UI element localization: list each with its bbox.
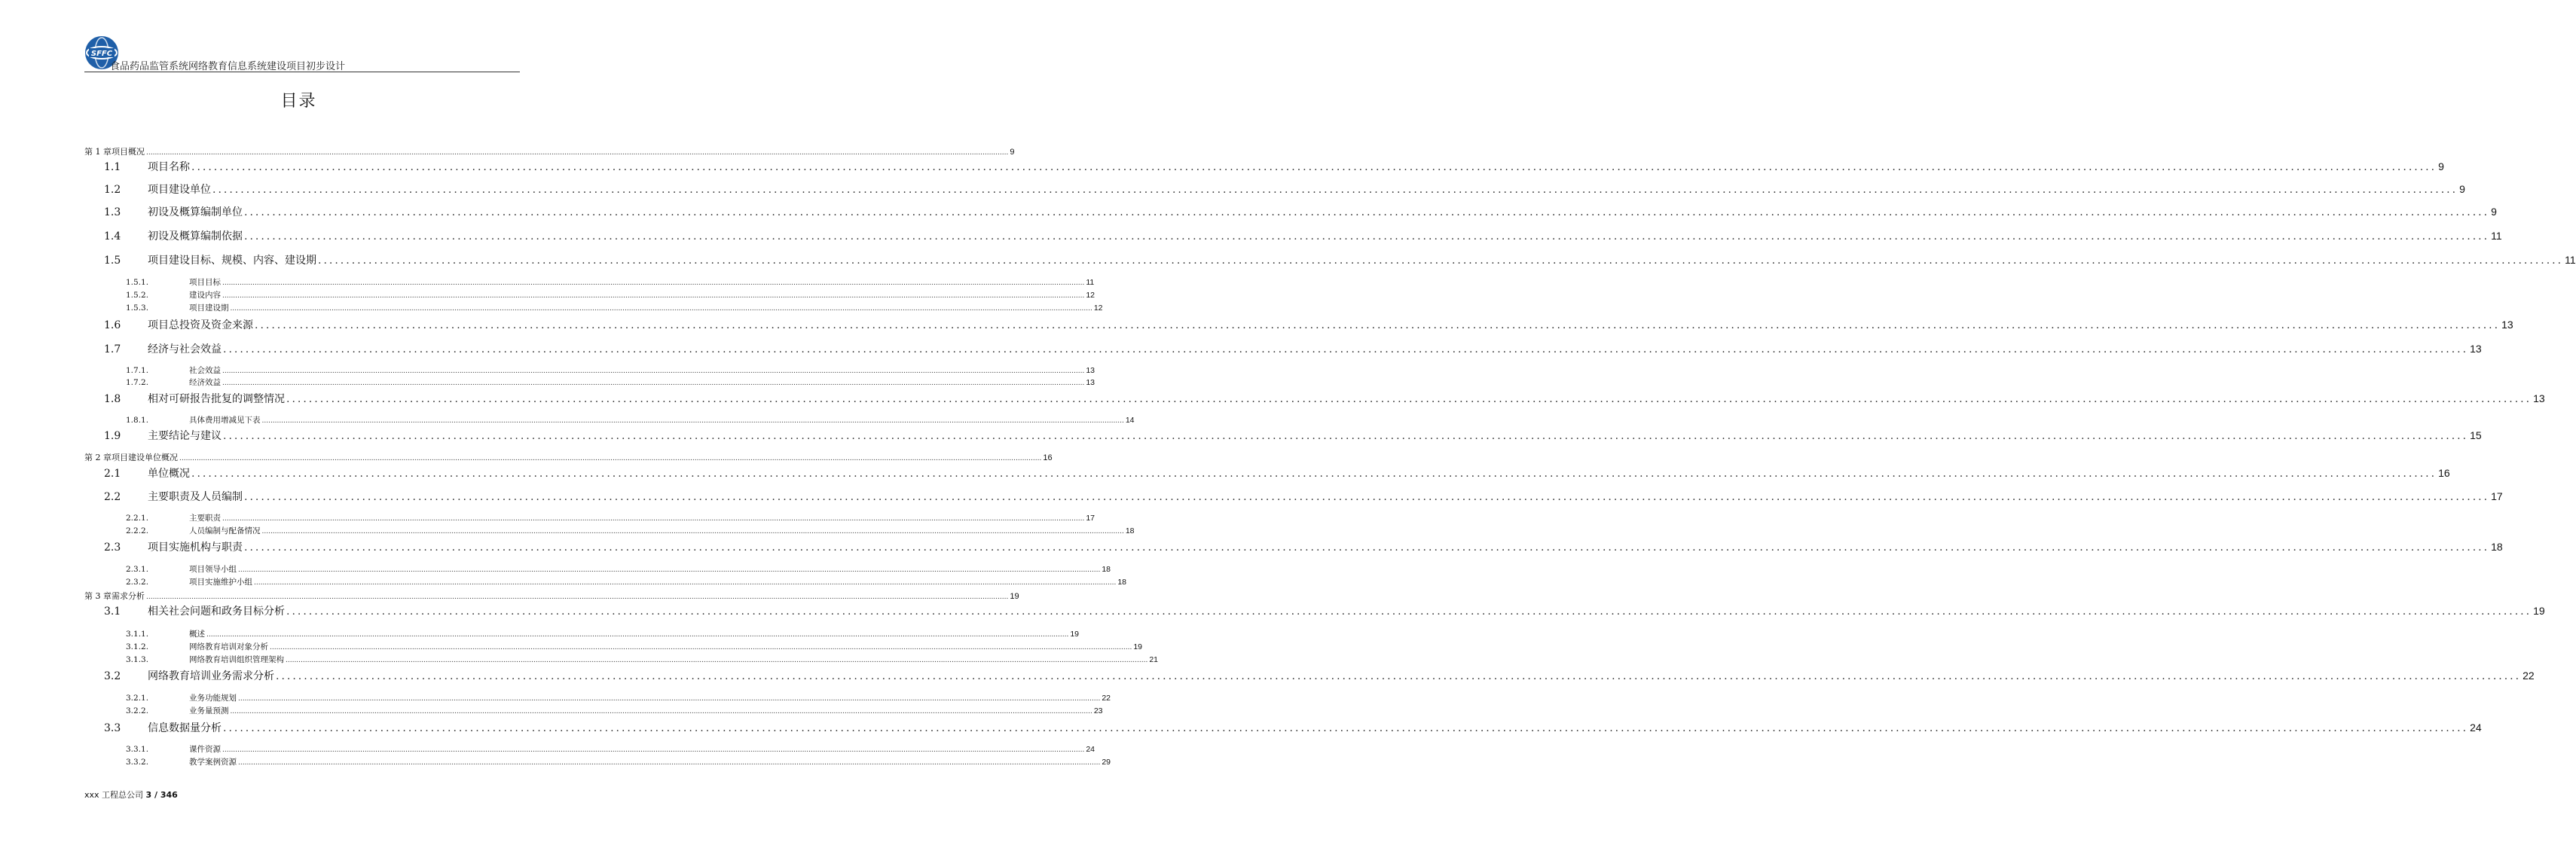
toc-entry-number: 2.1: [104, 468, 121, 480]
toc-entry-title: 项目建设单位: [148, 184, 211, 196]
footer-company: xxx 工程总公司: [84, 790, 144, 800]
toc-entry-title: 项目总投资及资金来源: [148, 319, 253, 331]
toc-leader-dots: ................................................................................................................................................................................................................................................................................................................................................................................................................: [230, 708, 1092, 715]
toc-leader-dots: ................................................................................................................................................................................................................................................................................................................................................................................................................: [223, 343, 2469, 355]
toc-entry-title: 社会效益: [189, 366, 221, 375]
toc-leader-dots: ................................................................................................................................................................................................................................................................................................................................................................................................................: [146, 149, 1009, 157]
toc-leader-dots: ................................................................................................................................................................................................................................................................................................................................................................................................................: [318, 255, 2564, 267]
toc-leader-dots: ................................................................................................................................................................................................................................................................................................................................................................................................................: [212, 184, 2458, 196]
toc-leader-dots: ................................................................................................................................................................................................................................................................................................................................................................................................................: [261, 417, 1124, 425]
logo-text: SFFC: [90, 50, 113, 58]
toc-entry-title: 业务功能规划: [189, 694, 237, 703]
toc-entry-number: 3.2.2.: [126, 706, 149, 715]
toc-entry-number: 2.3.1.: [126, 565, 149, 574]
toc-entry-title: 人员编制与配备情况: [189, 526, 261, 535]
toc-entry-page: 19: [2533, 605, 2545, 617]
toc-entry-title: 项目领导小组: [189, 565, 237, 574]
toc-entry-title: 网络教育培训业务需求分析: [148, 670, 274, 682]
header-title: 食品药品监管系统网络教育信息系统建设项目初步设计: [110, 61, 346, 72]
toc-entry[interactable]: [104, 428, 2482, 443]
toc-leader-dots: ................................................................................................................................................................................................................................................................................................................................................................................................................: [146, 593, 1009, 601]
toc-entry-number: 3.3.2.: [126, 758, 149, 767]
toc-entry-title: 主要职责: [189, 514, 221, 523]
toc-leader-dots: ................................................................................................................................................................................................................................................................................................................................................................................................................: [238, 566, 1101, 574]
toc-entry-title: 业务量预测: [189, 706, 229, 715]
toc-entry-page: 9: [1010, 148, 1015, 157]
toc-entry-title: 课件资源: [189, 745, 221, 754]
toc-leader-dots: ................................................................................................................................................................................................................................................................................................................................................................................................................: [238, 695, 1101, 703]
toc-leader-dots: ................................................................................................................................................................................................................................................................................................................................................................................................................: [255, 319, 2501, 331]
toc-entry[interactable]: [104, 668, 2535, 683]
toc-entry-title: 具体费用增减见下表: [189, 416, 261, 425]
toc-leader-dots: ................................................................................................................................................................................................................................................................................................................................................................................................................: [179, 455, 1042, 462]
toc-entry-number: 1.9: [104, 430, 121, 442]
toc-entry-title: 主要职责及人员编制: [148, 491, 243, 503]
toc-leader-dots: ................................................................................................................................................................................................................................................................................................................................................................................................................: [230, 305, 1092, 313]
toc-entry-page: 19: [1010, 592, 1019, 601]
toc-entry-number: 1.7.1.: [126, 366, 149, 375]
toc-leader-dots: ................................................................................................................................................................................................................................................................................................................................................................................................................: [238, 759, 1101, 767]
toc-entry-title: 相对可研报告批复的调整情况: [148, 393, 285, 405]
toc-leader-dots: ................................................................................................................................................................................................................................................................................................................................................................................................................: [191, 468, 2437, 480]
toc-entry[interactable]: [104, 317, 2513, 332]
toc-leader-dots: ................................................................................................................................................................................................................................................................................................................................................................................................................: [223, 430, 2469, 442]
toc-entry[interactable]: [126, 743, 1095, 755]
toc-entry[interactable]: [126, 692, 1111, 703]
toc-entry-page: 18: [1117, 578, 1127, 587]
toc-entry-number: 1.7.2.: [126, 378, 149, 387]
toc-entry-number: 3.1: [104, 606, 121, 618]
toc-entry[interactable]: [126, 276, 1095, 288]
toc-entry-page: 16: [1043, 453, 1053, 462]
toc-entry-number: 1.5.2.: [126, 291, 149, 300]
toc-entry-page: 24: [1086, 745, 1095, 754]
toc-leader-dots: ................................................................................................................................................................................................................................................................................................................................................................................................................: [244, 230, 2490, 243]
toc-entry[interactable]: [126, 377, 1095, 388]
toc-entry[interactable]: [104, 539, 2503, 554]
toc-leader-dots: ................................................................................................................................................................................................................................................................................................................................................................................................................: [244, 491, 2490, 503]
toc-entry-number: 1.4: [104, 230, 121, 243]
toc-entry-page: 9: [2459, 183, 2465, 195]
toc-entry-page: 22: [1102, 694, 1111, 703]
toc-entry-title: 项目建设单位概况: [112, 453, 178, 462]
toc-entry-number: 第 2 章: [84, 453, 112, 462]
toc-entry-number: 1.7: [104, 343, 121, 355]
toc-entry[interactable]: [126, 365, 1095, 376]
toc-entry-number: 第 1 章: [84, 147, 112, 157]
toc-entry-page: 21: [1149, 655, 1159, 664]
toc-entry-number: 2.2: [104, 491, 121, 503]
toc-entry-title: 项目概况: [112, 147, 145, 157]
toc-entry-page: 9: [2491, 206, 2497, 218]
toc-entry[interactable]: [126, 414, 1135, 426]
toc-entry[interactable]: [126, 654, 1159, 665]
toc-entry-page: 9: [2438, 160, 2444, 172]
toc-leader-dots: ................................................................................................................................................................................................................................................................................................................................................................................................................: [286, 606, 2532, 618]
toc-entry[interactable]: [84, 145, 1015, 157]
toc-leader-dots: ................................................................................................................................................................................................................................................................................................................................................................................................................: [276, 670, 2522, 682]
toc-entry-title: 主要结论与建议: [148, 430, 222, 442]
toc-entry-title: 网络教育培训组织管理架构: [189, 655, 284, 664]
toc-entry-title: 项目建设目标、规模、内容、建设期: [148, 255, 316, 267]
toc-entry-number: 3.2.1.: [126, 694, 149, 703]
toc-entry[interactable]: [104, 465, 2450, 480]
toc-entry-page: 19: [1133, 642, 1143, 651]
toc-entry-page: 23: [1093, 706, 1103, 715]
toc-entry-title: 网络教育培训对象分析: [189, 642, 268, 651]
toc-leader-dots: ................................................................................................................................................................................................................................................................................................................................................................................................................: [261, 528, 1124, 535]
toc-entry[interactable]: [104, 720, 2482, 735]
page-title: 目录: [280, 92, 317, 111]
toc-entry-title: 概述: [189, 630, 205, 639]
toc-entry-number: 2.2.2.: [126, 526, 149, 535]
toc-leader-dots: ................................................................................................................................................................................................................................................................................................................................................................................................................: [222, 515, 1085, 523]
toc-entry-title: 项目目标: [189, 278, 221, 287]
toc-entry[interactable]: [126, 512, 1095, 523]
toc-entry[interactable]: [104, 603, 2545, 618]
toc-entry[interactable]: [126, 289, 1095, 300]
toc-entry[interactable]: [126, 641, 1143, 652]
toc-entry-number: 1.2: [104, 184, 121, 196]
toc-entry-title: 经济与社会效益: [148, 343, 222, 355]
toc-entry[interactable]: [126, 628, 1080, 639]
toc-entry-number: 3.3: [104, 722, 121, 734]
toc-entry-page: 17: [2491, 490, 2503, 502]
toc-entry[interactable]: [104, 252, 2576, 267]
toc-entry-page: 16: [2438, 467, 2450, 479]
toc-entry-title: 初设及概算编制单位: [148, 206, 243, 218]
toc-leader-dots: ................................................................................................................................................................................................................................................................................................................................................................................................................: [222, 746, 1085, 754]
toc-entry[interactable]: [104, 391, 2545, 406]
toc-entry-page: 24: [2470, 721, 2482, 734]
page-footer: xxx 工程总公司 3 / 346: [84, 790, 178, 800]
toc-entry-number: 1.6: [104, 319, 121, 331]
toc-entry-number: 1.1: [104, 161, 121, 173]
toc-entry-page: 14: [1125, 416, 1135, 425]
toc-entry-number: 1.8: [104, 393, 121, 405]
toc-entry[interactable]: [126, 525, 1135, 536]
toc-entry-number: 1.8.1.: [126, 416, 149, 425]
toc-entry-page: 11: [2491, 230, 2502, 242]
toc-entry-number: 3.1.3.: [126, 655, 149, 664]
toc-entry-number: 2.2.1.: [126, 514, 149, 523]
toc-leader-dots: ................................................................................................................................................................................................................................................................................................................................................................................................................: [286, 393, 2532, 405]
toc-leader-dots: ................................................................................................................................................................................................................................................................................................................................................................................................................: [222, 380, 1085, 387]
toc-leader-dots: ................................................................................................................................................................................................................................................................................................................................................................................................................: [244, 206, 2490, 218]
toc-entry-number: 3.1.2.: [126, 642, 149, 651]
toc-entry[interactable]: [104, 228, 2502, 243]
toc-entry[interactable]: [126, 563, 1111, 575]
toc-entry[interactable]: [126, 302, 1103, 313]
toc-leader-dots: ................................................................................................................................................................................................................................................................................................................................................................................................................: [270, 644, 1132, 651]
toc-entry-title: 经济效益: [189, 378, 221, 387]
toc-entry-title: 项目名称: [148, 161, 190, 173]
toc-entry[interactable]: [104, 182, 2465, 197]
toc-entry-page: 18: [1102, 565, 1111, 574]
toc-leader-dots: ................................................................................................................................................................................................................................................................................................................................................................................................................: [191, 161, 2437, 173]
toc-entry-title: 相关社会问题和政务目标分析: [148, 606, 285, 618]
toc-entry-page: 18: [1125, 526, 1135, 535]
toc-entry-page: 18: [2491, 541, 2503, 553]
toc-entry-number: 1.5: [104, 255, 121, 267]
toc-entry-title: 教学案例资源: [189, 758, 237, 767]
toc-leader-dots: ................................................................................................................................................................................................................................................................................................................................................................................................................: [222, 292, 1085, 300]
toc-entry-page: 13: [2533, 392, 2545, 404]
toc-entry[interactable]: [104, 341, 2482, 356]
toc-entry[interactable]: [126, 756, 1111, 767]
toc-leader-dots: ................................................................................................................................................................................................................................................................................................................................................................................................................: [206, 631, 1069, 639]
toc-leader-dots: ................................................................................................................................................................................................................................................................................................................................................................................................................: [222, 279, 1085, 287]
toc-entry-title: 项目实施机构与职责: [148, 541, 243, 554]
toc-entry-page: 11: [1086, 278, 1095, 287]
toc-entry-number: 1.5.3.: [126, 304, 149, 313]
footer-page-current: 3: [145, 790, 152, 800]
toc-entry-number: 3.1.1.: [126, 630, 149, 639]
footer-page-total: 346: [160, 790, 178, 800]
toc-entry[interactable]: [104, 204, 2497, 219]
toc-entry[interactable]: [84, 590, 1019, 602]
toc-entry-number: 2.3: [104, 541, 121, 554]
toc-entry-page: 15: [2470, 429, 2482, 441]
toc-entry[interactable]: [104, 159, 2444, 174]
toc-entry-page: 13: [1086, 378, 1095, 387]
toc-entry-page: 19: [1070, 630, 1080, 639]
toc-entry-title: 需求分析: [112, 591, 145, 601]
toc-entry-number: 1.5.1.: [126, 278, 149, 287]
toc-entry[interactable]: [126, 576, 1127, 587]
toc-entry-page: 22: [2523, 670, 2535, 682]
toc-entry-title: 初设及概算编制依据: [148, 230, 243, 243]
toc-entry-number: 1.3: [104, 206, 121, 218]
toc-entry[interactable]: [84, 451, 1053, 463]
toc-entry-number: 第 3 章: [84, 591, 112, 601]
toc-entry-page: 13: [2501, 319, 2513, 331]
toc-entry-page: 12: [1093, 304, 1103, 313]
toc-leader-dots: ................................................................................................................................................................................................................................................................................................................................................................................................................: [286, 657, 1148, 664]
toc-entry-number: 3.3.1.: [126, 745, 149, 754]
toc-entry-page: 29: [1102, 758, 1111, 767]
toc-entry-page: 13: [1086, 366, 1095, 375]
toc-entry-page: 11: [2565, 254, 2576, 266]
toc-entry[interactable]: [104, 489, 2503, 504]
toc-leader-dots: ................................................................................................................................................................................................................................................................................................................................................................................................................: [223, 722, 2469, 734]
toc-leader-dots: ................................................................................................................................................................................................................................................................................................................................................................................................................: [244, 541, 2490, 554]
toc-entry-number: 3.2: [104, 670, 121, 682]
toc-leader-dots: ................................................................................................................................................................................................................................................................................................................................................................................................................: [222, 368, 1085, 375]
toc-leader-dots: ................................................................................................................................................................................................................................................................................................................................................................................................................: [254, 579, 1117, 587]
toc-entry-title: 建设内容: [189, 291, 221, 300]
toc-entry-page: 12: [1086, 291, 1095, 300]
toc-entry-title: 项目建设期: [189, 304, 229, 313]
toc-entry-title: 单位概况: [148, 468, 190, 480]
toc-entry-title: 信息数据量分析: [148, 722, 222, 734]
toc-entry-number: 2.3.2.: [126, 578, 149, 587]
toc-entry-page: 13: [2470, 343, 2482, 355]
toc-entry-title: 项目实施维护小组: [189, 578, 252, 587]
toc-entry[interactable]: [126, 705, 1103, 716]
toc-entry-page: 17: [1086, 514, 1095, 523]
